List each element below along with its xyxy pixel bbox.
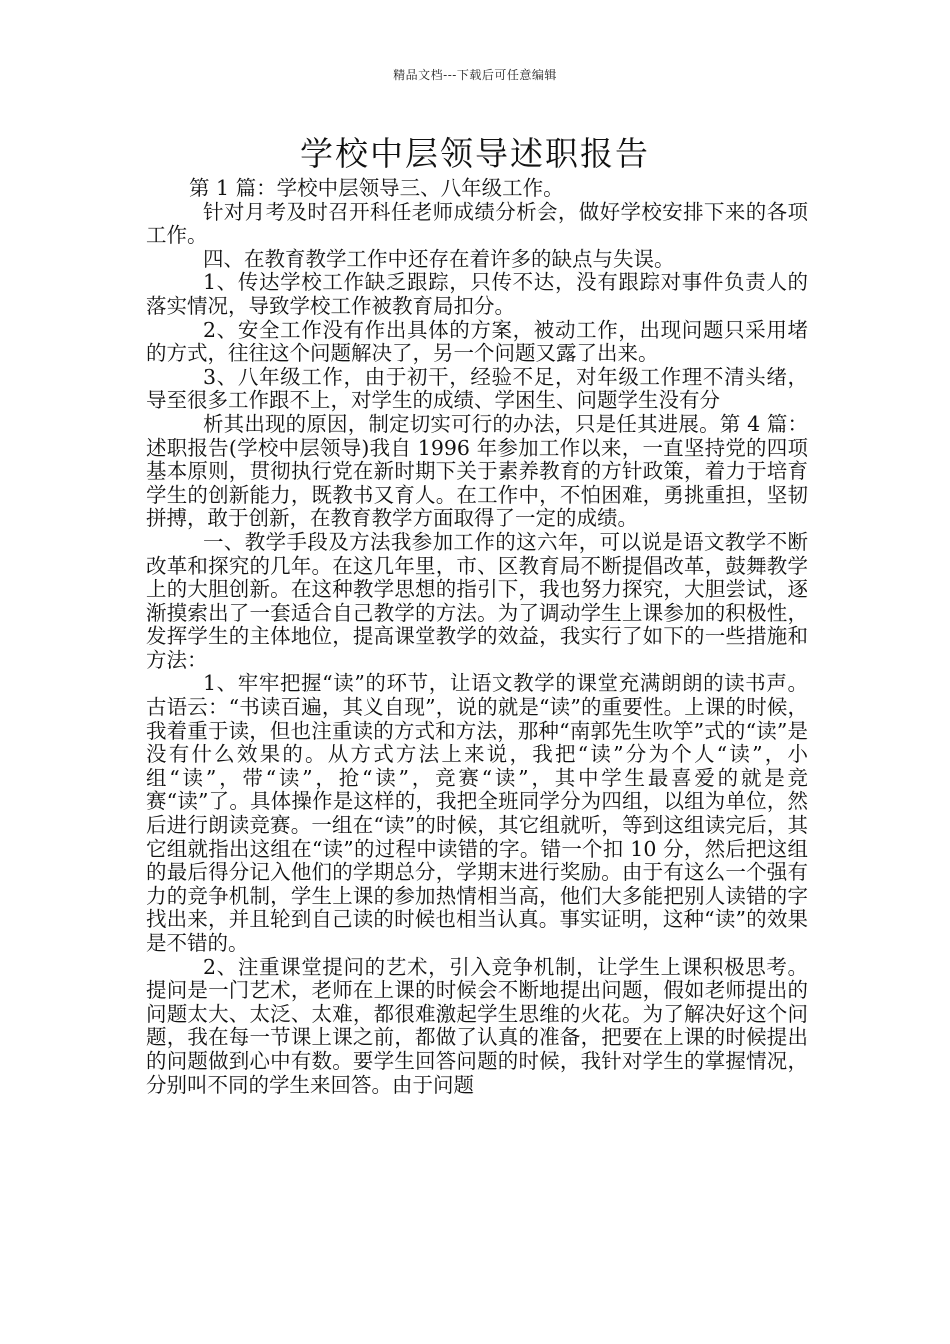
paragraph-reading: 1、牢牢把握“读”的环节，让语文教学的课堂充满朗朗的读书声。古语云：“书读百遍，其义自现”，说的就是“读”的重要性。上课的时候，我着重于读，但也注重读的方式和方法，那种“南郭先生吹竽”式的“读”是没有什么效果的。从方式方法上来说，我把“读”分为个人“读”，小组“读”，带“读”，抢“读”，竞赛“读”，其中学生最喜爱的就是竞赛“读”了。具体操作是这样的，我把全班同学分为四组，以组为单位，然后进行朗读竞赛。一组在“读”的时候，其它组就听，等到这组读完后，其它组就指出这组在“读”的过程中读错的字。错一个扣 10 分，然后把这组的最后得分记入他们的学期总分，学期末进行奖励。由于有这么一个强有力的竞争机制，学生上课的参加热情相当高，他们大多能把别人读错的字找出来，并且轮到自己读的时候也相当认真。事实证明，这种“读”的效果是不错的。 <box>146 671 808 955</box>
paragraph-item-3: 3、八年级工作，由于初干，经验不足，对年级工作理不清头绪，导至很多工作跟不上，对学生的成绩、学困生、问题学生没有分 <box>146 364 808 413</box>
header-note: 精品文档---下载后可任意编辑 <box>393 68 557 82</box>
paragraph-teaching-methods: 一、教学手段及方法我参加工作的这六年，可以说是语文教学不断改革和探究的几年。在这几年里，市、区教育局不断提倡改革，鼓舞教学上的大胆创新。在这种教学思想的指引下，我也努力探究，大胆尝试，逐渐摸索出了一套适合自己教学的方法。为了调动学生上课参加的积极性，发挥学生的主体地位，提高课堂教学的效益，我实行了如下的一些措施和方法： <box>146 529 808 672</box>
paragraph-chapter-4: 析其出现的原因，制定切实可行的办法，只是任其进展。第 4 篇：述职报告(学校中层领导)我自 1996 年参加工作以来，一直坚持党的四项基本原则，贯彻执行党在新时期下关于素养教育的方针政策，着力于培育学生的创新能力，既教书又育人。在工作中，不怕困难，勇挑重担，坚韧拼搏，敢于创新，在教育教学方面取得了一定的成绩。 <box>146 411 808 531</box>
paragraph-monthly-exam: 针对月考及时召开科任老师成绩分析会，做好学校安排下来的各项工作。 <box>146 199 808 248</box>
paragraph-chapter-1: 第 1 篇：学校中层领导三、八年级工作。 <box>189 176 564 200</box>
paragraph-item-2: 2、安全工作没有作出具体的方案，被动工作，出现问题只采用堵的方式，往往这个问题解决了，另一个问题又露了出来。 <box>146 317 808 366</box>
paragraph-questioning: 2、注重课堂提问的艺术，引入竞争机制，让学生上课积极思考。提问是一门艺术，老师在上课的时候会不断地提出问题，假如老师提出的问题太大、太泛、太难，都很难激起学生思维的火花。为了解决好这个问题，我在每一节课上课之前，都做了认真的准备，把要在上课的时候提出的问题做到心中有数。要学生回答问题的时候，我针对学生的掌握情况，分别叫不同的学生来回答。由于问题 <box>146 954 808 1097</box>
document-title: 学校中层领导述职报告 <box>300 134 650 173</box>
document-body <box>146 177 808 1097</box>
paragraph-section-4-heading: 四、在教育教学工作中还存在着许多的缺点与失误。 <box>203 246 675 271</box>
paragraph-item-1: 1、传达学校工作缺乏跟踪，只传不达，没有跟踪对事件负责人的落实情况，导致学校工作被教育局扣分。 <box>146 270 808 318</box>
